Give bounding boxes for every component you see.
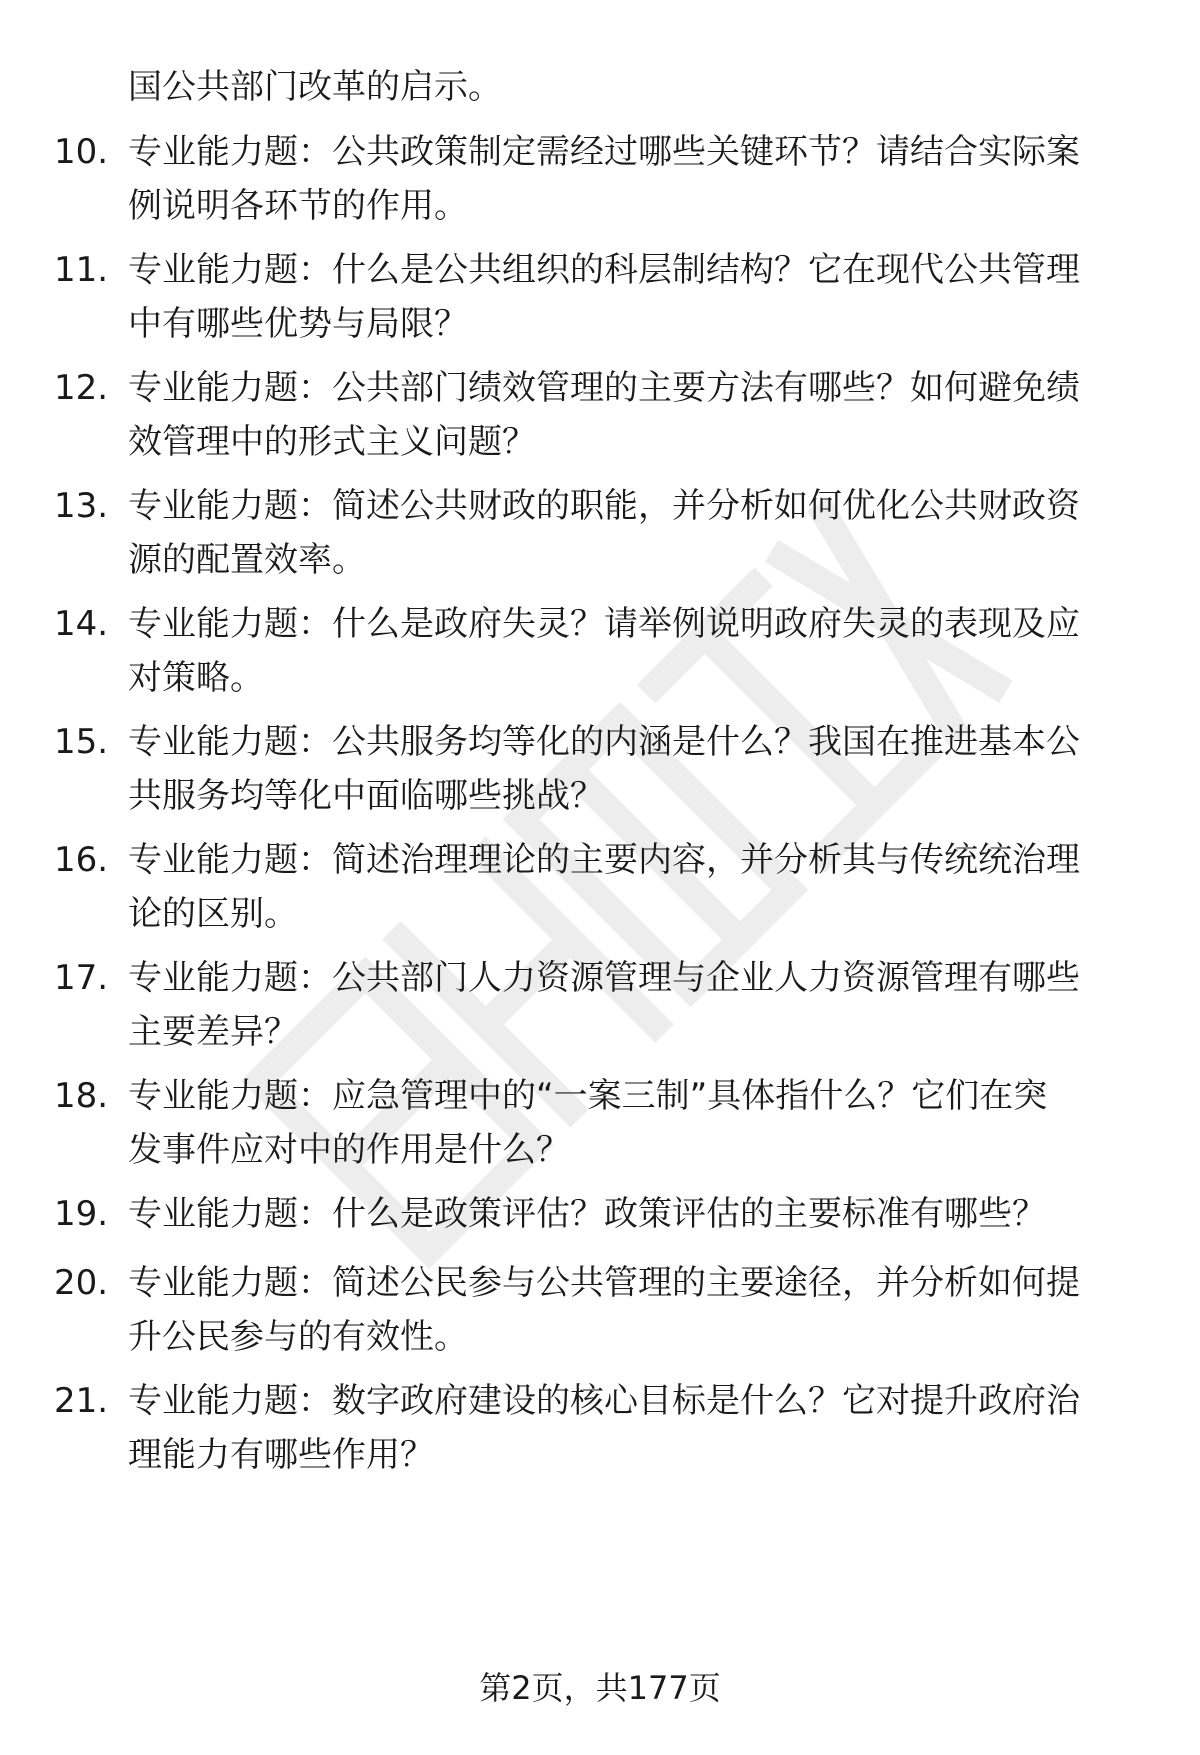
item-text bbox=[128, 833, 1138, 941]
item-number: 18. bbox=[54, 1076, 109, 1116]
item-text bbox=[128, 1069, 1138, 1177]
list-item bbox=[0, 1374, 1200, 1484]
item-text bbox=[128, 597, 1138, 705]
list-item bbox=[0, 479, 1200, 589]
item-number: 13. bbox=[54, 486, 109, 526]
list-item bbox=[0, 1069, 1200, 1179]
page-number-footer: 第2页，共177页 bbox=[479, 1669, 721, 1707]
item-line: 专业能力题：什么是政府失灵？请举例说明政府失灵的表现及应 bbox=[128, 604, 1080, 644]
item-line: 专业能力题：公共政策制定需经过哪些关键环节？请结合实际案 bbox=[128, 132, 1080, 172]
item-line: 专业能力题：简述公共财政的职能，并分析如何优化公共财政资 bbox=[128, 486, 1080, 526]
continuation-text: 国公共部门改革的启示。 bbox=[128, 67, 502, 107]
item-line: 专业能力题：简述公民参与公共管理的主要途径，并分析如何提 bbox=[128, 1263, 1080, 1303]
item-text bbox=[128, 479, 1138, 587]
item-text bbox=[128, 1374, 1138, 1482]
list-item bbox=[0, 833, 1200, 943]
item-line: 论的区别。 bbox=[128, 894, 298, 934]
item-line: 专业能力题：应急管理中的“一案三制”具体指什么？它们在突 bbox=[128, 1076, 1048, 1116]
item-text bbox=[128, 361, 1138, 469]
item-text bbox=[128, 1187, 1138, 1241]
item-line: 效管理中的形式主义问题？ bbox=[128, 422, 536, 462]
item-line: 专业能力题：数字政府建设的核心目标是什么？它对提升政府治 bbox=[128, 1381, 1080, 1421]
list-item bbox=[0, 361, 1200, 471]
item-number: 17. bbox=[54, 958, 109, 998]
item-line: 理能力有哪些作用？ bbox=[128, 1435, 434, 1475]
item-line: 共服务均等化中面临哪些挑战？ bbox=[128, 776, 604, 816]
item-text bbox=[128, 951, 1138, 1059]
item-line: 专业能力题：什么是公共组织的科层制结构？它在现代公共管理 bbox=[128, 250, 1080, 290]
item-text bbox=[128, 1256, 1138, 1364]
item-number: 20. bbox=[54, 1263, 109, 1303]
item-line: 中有哪些优势与局限？ bbox=[128, 304, 468, 344]
list-item bbox=[0, 243, 1200, 353]
list-item bbox=[0, 125, 1200, 235]
item-line: 专业能力题：公共服务均等化的内涵是什么？我国在推进基本公 bbox=[128, 722, 1080, 762]
item-number: 14. bbox=[54, 604, 109, 644]
item-number: 12. bbox=[54, 368, 109, 408]
item-line: 专业能力题：公共部门绩效管理的主要方法有哪些？如何避免绩 bbox=[128, 368, 1080, 408]
list-item bbox=[0, 597, 1200, 707]
item-text bbox=[128, 243, 1138, 351]
list-item bbox=[0, 1256, 1200, 1366]
item-line: 专业能力题：简述治理理论的主要内容，并分析其与传统统治理 bbox=[128, 840, 1080, 880]
item-line: 发事件应对中的作用是什么？ bbox=[128, 1130, 570, 1170]
item-text bbox=[128, 125, 1138, 233]
item-number: 16. bbox=[54, 840, 109, 880]
item-text bbox=[128, 715, 1138, 823]
list-item bbox=[0, 715, 1200, 825]
item-number: 19. bbox=[54, 1194, 109, 1234]
item-line: 专业能力题：公共部门人力资源管理与企业人力资源管理有哪些 bbox=[128, 958, 1080, 998]
item-line: 例说明各环节的作用。 bbox=[128, 186, 468, 226]
item-number: 21. bbox=[54, 1381, 109, 1421]
item-number: 11. bbox=[54, 250, 109, 290]
item-line: 源的配置效率。 bbox=[128, 540, 366, 580]
item-line: 专业能力题：什么是政策评估？政策评估的主要标准有哪些？ bbox=[128, 1194, 1046, 1234]
item-number: 10. bbox=[54, 132, 109, 172]
item-line: 对策略。 bbox=[128, 658, 264, 698]
list-item bbox=[0, 951, 1200, 1061]
item-line: 升公民参与的有效性。 bbox=[128, 1317, 468, 1357]
item-number: 15. bbox=[54, 722, 109, 762]
item-line: 主要差异？ bbox=[128, 1012, 298, 1052]
